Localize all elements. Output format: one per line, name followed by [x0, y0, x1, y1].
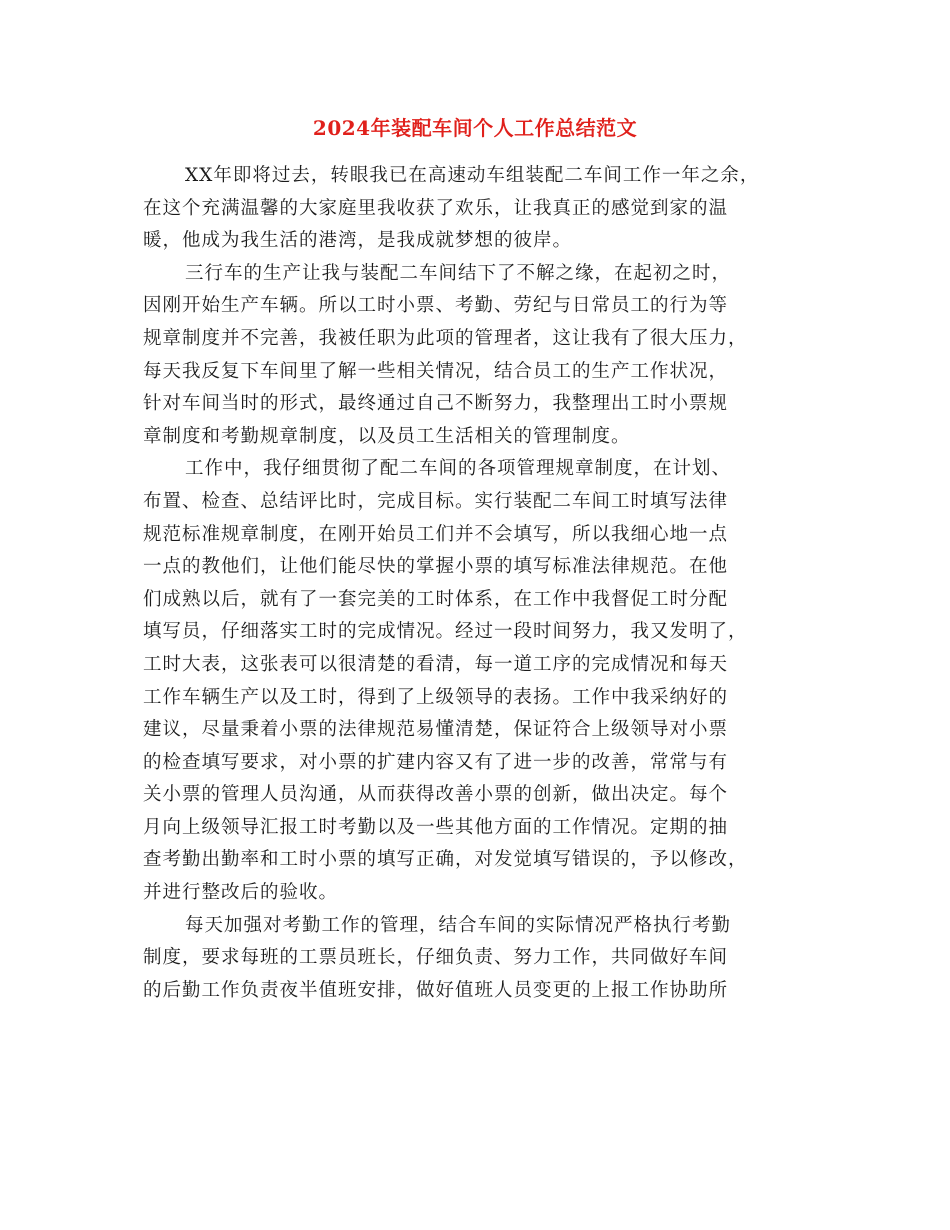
text-line: 规范标准规章制度，在刚开始员工们并不会填写，所以我细心地一点	[143, 523, 729, 545]
document-body	[143, 160, 815, 1007]
text-line: 布置、检查、总结评比时，完成目标。实行装配二车间工时填写法律	[143, 490, 729, 512]
text-line: 并进行整改后的验收。	[143, 882, 339, 904]
text-line: 规章制度并不完善，我被任职为此项的管理者，这让我有了很大压力，	[143, 327, 748, 349]
text-line: 一点的教他们，让他们能尽快的掌握小票的填写标准法律规范。在他	[143, 556, 729, 578]
text-line: 在这个充满温馨的大家庭里我收获了欢乐，让我真正的感觉到家的温	[143, 197, 729, 219]
text-line: 工作车辆生产以及工时，得到了上级领导的表扬。工作中我采纳好的	[143, 686, 729, 708]
document-title: 2024年装配车间个人工作总结范文	[312, 116, 638, 140]
text-line: 因刚开始生产车辆。所以工时小票、考勤、劳纪与日常员工的行为等	[143, 295, 729, 317]
text-line: 工时大表，这张表可以很清楚的看清，每一道工序的完成情况和每天	[143, 653, 729, 675]
text-line: 三行车的生产让我与装配二车间结下了不解之缘，在起初之时，	[185, 262, 732, 284]
text-line: 暖，他成为我生活的港湾，是我成就梦想的彼岸。	[143, 230, 573, 252]
text-line: 查考勤出勤率和工时小票的填写正确，对发觉填写错误的，予以修改，	[143, 849, 748, 871]
text-line: 针对车间当时的形式，最终通过自己不断努力，我整理出工时小票规	[143, 393, 729, 415]
paragraph-1	[143, 160, 815, 258]
text-line: 们成熟以后，就有了一套完美的工时体系，在工作中我督促工时分配	[143, 588, 729, 610]
text-line: 填写员，仔细落实工时的完成情况。经过一段时间努力，我又发明了，	[143, 621, 748, 643]
text-line: 每天加强对考勤工作的管理，结合车间的实际情况严格执行考勤	[185, 914, 732, 936]
paragraph-3	[143, 453, 815, 909]
text-line: 月向上级领导汇报工时考勤以及一些其他方面的工作情况。定期的抽	[143, 816, 729, 838]
text-line: 每天我反复下车间里了解一些相关情况，结合员工的生产工作状况，	[143, 360, 729, 382]
text-line: 章制度和考勤规章制度，以及员工生活相关的管理制度。	[143, 425, 631, 447]
text-line: 制度，要求每班的工票员班长，仔细负责、努力工作，共同做好车间	[143, 947, 729, 969]
text-line: XX年即将过去，转眼我已在高速动车组装配二车间工作一年之余，	[185, 165, 760, 186]
text-line: 的检查填写要求，对小票的扩建内容又有了进一步的改善，常常与有	[143, 751, 729, 773]
paragraph-2	[143, 258, 815, 454]
text-line: 关小票的管理人员沟通，从而获得改善小票的创新，做出决定。每个	[143, 784, 729, 806]
paragraph-4	[143, 910, 815, 1008]
text-line: 建议，尽量秉着小票的法律规范易懂清楚，保证符合上级领导对小票	[143, 719, 729, 741]
text-line: 的后勤工作负责夜半值班安排，做好值班人员变更的上报工作协助所	[143, 979, 729, 1001]
text-line: 工作中，我仔细贯彻了配二车间的各项管理规章制度，在计划、	[185, 458, 732, 480]
